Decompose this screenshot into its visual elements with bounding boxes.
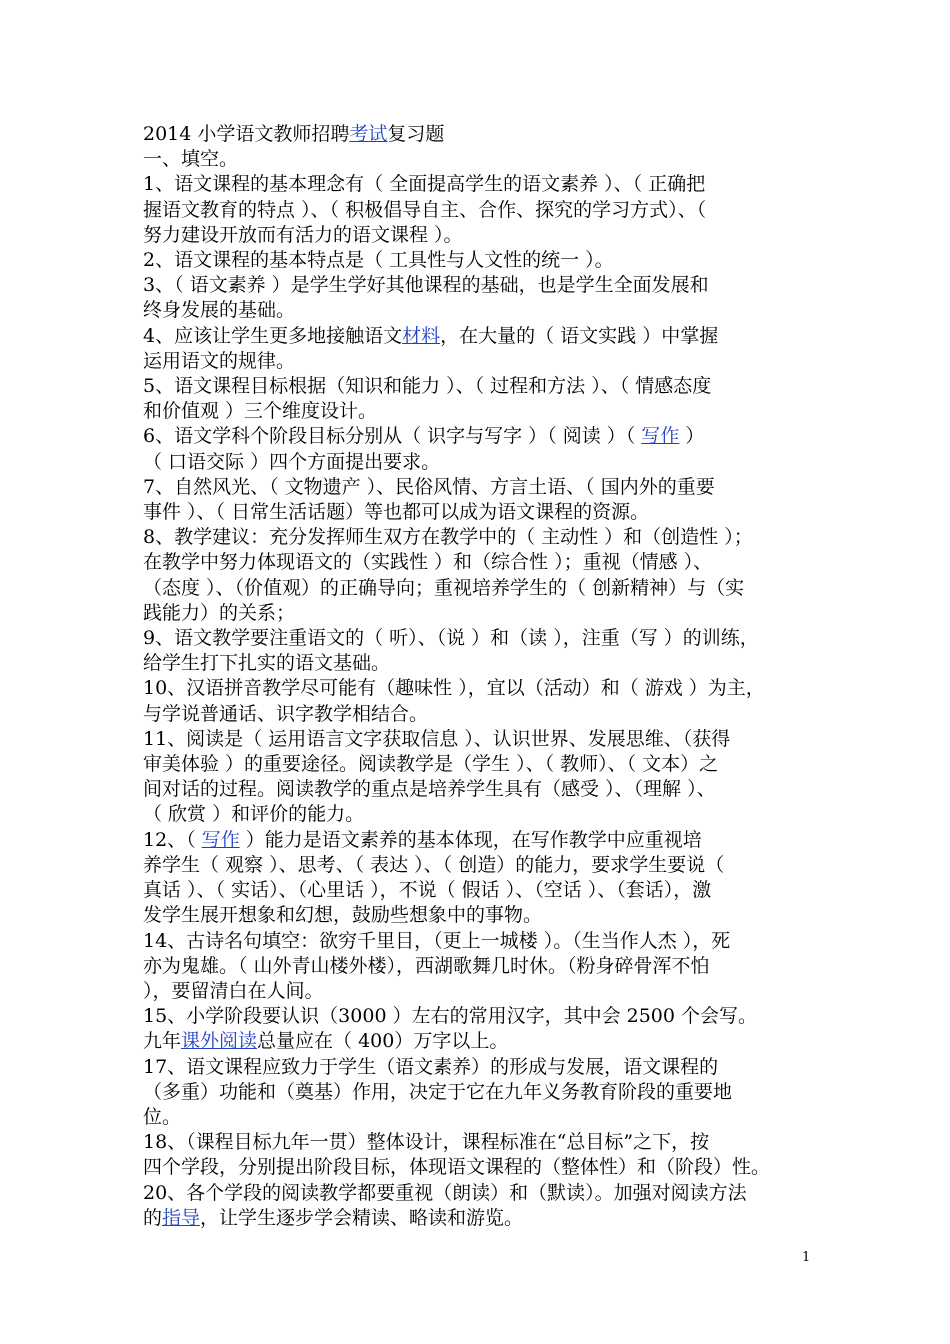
text-line: 间对话的过程。阅读教学的重点是培养学生具有（感受 ）、（理解 ）、 <box>143 778 716 801</box>
text-line: 7、自然风光、（ 文物遗产 ）、民俗风情、方言土语、（ 国内外的重要 <box>143 475 715 498</box>
inline-link[interactable]: 写作 <box>201 828 240 851</box>
text-line: 8、教学建议：充分发挥师生双方在教学中的（ 主动性 ）和（创造性 ）； <box>143 526 753 549</box>
text-line: 真话 ）、（ 实话）、（心里话 ），不说（ 假话 ）、（空话 ）、（套话），激 <box>143 879 712 902</box>
document-title <box>143 122 815 147</box>
text-line: 18、（课程目标九年一贯）整体设计，课程标准在“总目标”之下，按 <box>143 1131 710 1154</box>
inline-link[interactable]: 写作 <box>641 425 680 448</box>
title-text-post: 复习题 <box>387 123 445 145</box>
text-line: 审美体验 ）的重要途径。阅读教学是（学生 ）、（ 教师）、（ 文本）之 <box>143 753 719 776</box>
text-line: 养学生（ 观察 ）、思考、（ 表达 ）、（ 创造）的能力，要求学生要说（ <box>143 853 725 876</box>
title-link[interactable]: 考试 <box>349 123 388 145</box>
text-line: 和价值观 ）三个维度设计。 <box>143 400 378 423</box>
text-line: 15、小学阶段要认识（3000 ）左右的常用汉字，其中会 2500 个会写。 <box>143 1005 758 1028</box>
text-line <box>143 1206 815 1231</box>
text-line: 与学说普通话、识字教学相结合。 <box>143 702 429 725</box>
title-text-pre: 2014 小学语文教师招聘 <box>143 123 350 145</box>
text-line <box>143 1029 815 1054</box>
line-text-pre: 4、应该让学生更多地接触语文 <box>143 324 403 347</box>
text-line: 2、语文课程的基本特点是（ 工具性与人文性的统一 ）。 <box>143 249 614 272</box>
section-heading: 一、填空。 <box>143 148 239 171</box>
text-line: 17、语文课程应致力于学生（语文素养）的形成与发展，语文课程的 <box>143 1055 719 1078</box>
text-line: 终身发展的基础。 <box>143 299 296 322</box>
line-text-pre: 的 <box>143 1206 163 1229</box>
inline-link[interactable]: 课外阅读 <box>181 1030 258 1053</box>
text-line: 运用语文的规律。 <box>143 349 296 372</box>
text-lines <box>143 172 815 1231</box>
line-text-pre: 九年 <box>143 1030 182 1053</box>
line-text-post: ） <box>679 425 705 448</box>
line-text-post: ，在大量的（ 语文实践 ）中掌握 <box>440 324 719 347</box>
text-line: （态度 ）、（价值观）的正确导向；重视培养学生的（ 创新精神）与（实 <box>143 576 745 599</box>
text-line: 四个学段，分别提出阶段目标，体现语文课程的（整体性）和（阶段）性。 <box>143 1156 771 1179</box>
line-text-pre: 6、语文学科个阶段目标分别从（ 识字与写字 ）（ 阅读 ）（ <box>143 425 642 448</box>
text-line: 14、古诗名句填空：欲穷千里目，（更上一城楼 ）。（生当作人杰 ），死 <box>143 929 731 952</box>
text-line: 10、汉语拼音教学尽可能有（趣味性 ），宜以（活动）和（ 游戏 ）为主， <box>143 677 765 700</box>
text-line: 9、语文教学要注重语文的（ 听）、（说 ）和（读 ），注重（写 ）的训练， <box>143 627 759 650</box>
text-line: 3、（ 语文素养 ）是学生学好其他课程的基础，也是学生全面发展和 <box>143 274 709 297</box>
text-line <box>143 424 815 449</box>
inline-link[interactable]: 指导 <box>162 1206 201 1229</box>
text-line <box>143 828 815 853</box>
text-line: （ 欣赏 ）和评价的能力。 <box>143 803 365 826</box>
text-line: （ 口语交际 ）四个方面提出要求。 <box>143 450 441 473</box>
text-line: ），要留清白在人间。 <box>143 979 324 1002</box>
text-line: 发学生展开想象和幻想，鼓励些想象中的事物。 <box>143 904 543 927</box>
text-line: 给学生打下扎实的语文基础。 <box>143 652 391 675</box>
text-line: 亦为鬼雄。（ 山外青山楼外楼），西湖歌舞几时休。（粉身碎骨浑不怕 <box>143 954 710 977</box>
line-text-post: 总量应在（ 400）万字以上。 <box>257 1030 509 1053</box>
text-line: 位。 <box>143 1105 182 1128</box>
text-line: 在教学中努力体现语文的（实践性 ）和（综合性 ）；重视（情感 ）、 <box>143 551 713 574</box>
line-text-post: ）能力是语文素养的基本体现，在写作教学中应重视培 <box>239 828 702 851</box>
text-line: 努力建设开放而有活力的语文课程 ）。 <box>143 223 463 246</box>
line-text-pre: 12、（ <box>143 828 202 851</box>
inline-link[interactable]: 材料 <box>402 324 441 347</box>
page-number: 1 <box>802 1250 811 1265</box>
text-line: 1、语文课程的基本理念有（ 全面提高学生的语文素养 ）、（ 正确把 <box>143 173 706 196</box>
text-line <box>143 324 815 349</box>
text-line: 握语文教育的特点 ）、（ 积极倡导自主、合作、探究的学习方式）、（ <box>143 198 707 221</box>
text-line: 践能力）的关系； <box>143 601 296 624</box>
text-line: （多重）功能和（奠基）作用，决定于它在九年义务教育阶段的重要地 <box>143 1080 733 1103</box>
text-line: 5、语文课程目标根据（知识和能力 ）、（ 过程和方法 ）、（ 情感态度 <box>143 375 712 398</box>
text-line: 11、阅读是（ 运用语言文字获取信息 ）、认识世界、发展思维、（获得 <box>143 727 731 750</box>
document-body <box>143 122 815 1231</box>
text-line: 事件 ）、（ 日常生活话题）等也都可以成为语文课程的资源。 <box>143 501 650 524</box>
text-line: 20、各个学段的阅读教学都要重视（朗读）和（默读）。加强对阅读方法 <box>143 1181 747 1204</box>
line-text-post: ，让学生逐步学会精读、略读和游览。 <box>200 1206 524 1229</box>
